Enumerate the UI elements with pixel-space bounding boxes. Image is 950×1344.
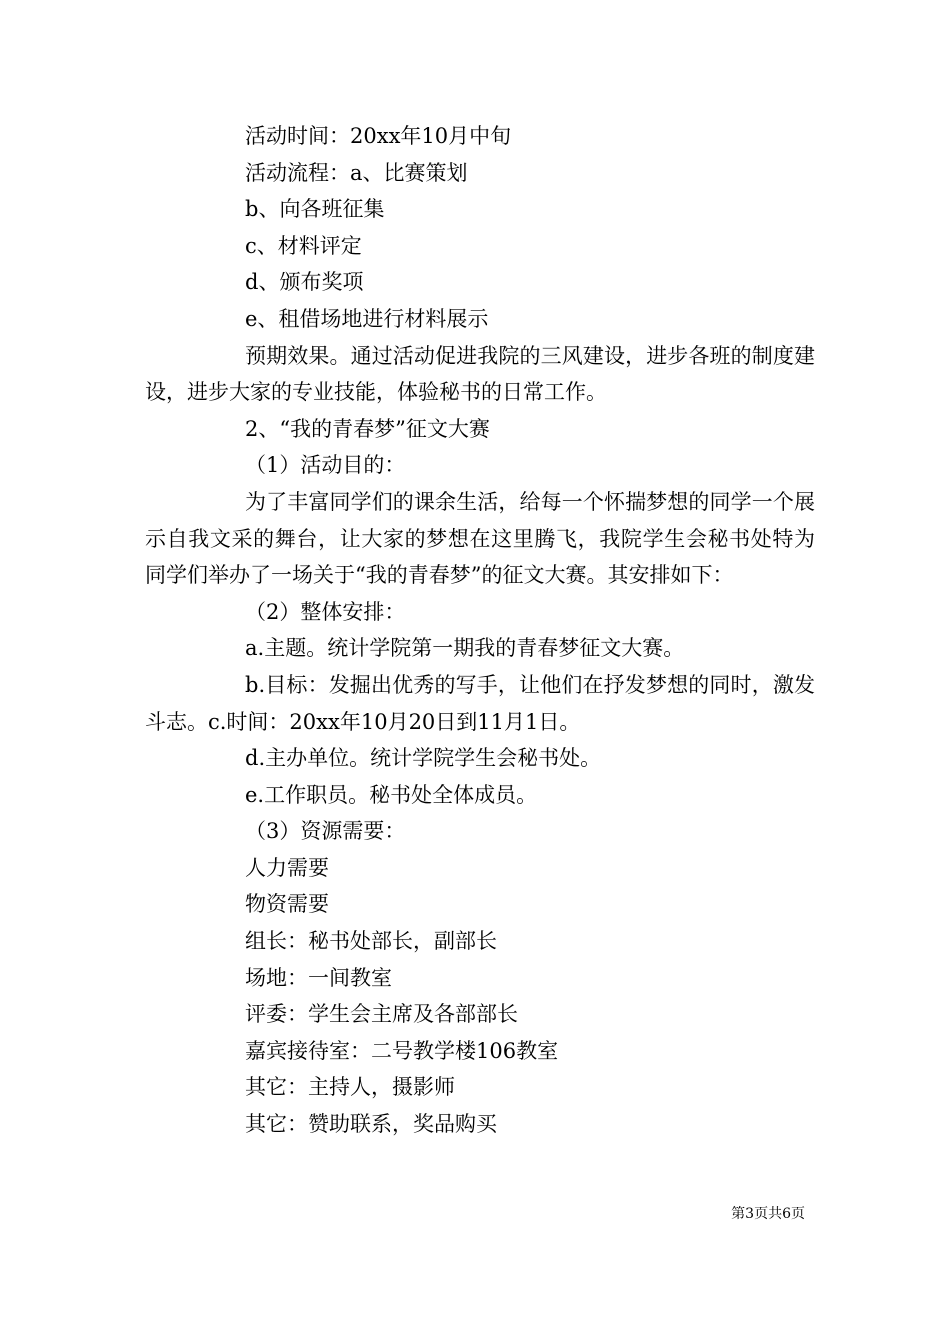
paragraph-material-needs: 物资需要 [245,892,329,917]
paragraph-step-e: e、租借场地进行材料展示 [245,306,489,331]
paragraph-other-host: 其它：主持人，摄影师 [245,1075,455,1100]
paragraph-staff: e.工作职员。秘书处全体成员。 [245,782,538,807]
paragraph-expected-effect: 预期效果。通过活动促进我院的三风建设，进步各班的制度建设，进步大家的专业技能，体验秘书的日常工作。 [145,343,815,405]
paragraph-judges: 评委：学生会主席及各部部长 [245,1002,518,1027]
paragraph-team-leader: 组长：秘书处部长，副部长 [245,929,497,954]
paragraph-venue: 场地：一间教室 [245,965,392,990]
paragraph-organizer: d.主办单位。统计学院学生会秘书处。 [245,746,602,771]
section-heading-essay-contest: 2、“我的青春梦”征文大赛 [245,416,490,441]
page-number-footer: 第3页共6页 [731,1206,805,1222]
paragraph-step-b: b、向各班征集 [245,197,385,222]
paragraph-guest-room: 嘉宾接待室：二号教学楼106教室 [245,1038,559,1063]
paragraph-activity-time: 活动时间：20xx年10月中旬 [245,124,512,148]
document-body [145,118,815,1143]
paragraph-step-d: d、颁布奖项 [245,270,364,295]
subheading-overall-arrangement: （2）整体安排： [245,599,406,624]
paragraph-activity-process: 活动流程：a、比赛策划 [245,160,468,185]
paragraph-purpose-body: 为了丰富同学们的课余生活，给每一个怀揣梦想的同学一个展示自我文采的舞台，让大家的梦想在这里腾飞，我院学生会秘书处特为同学们举办了一场关于“我的青春梦”的征文大赛。其安排如下： [145,489,815,588]
subheading-resource-needs: （3）资源需要： [245,819,406,844]
subheading-activity-purpose: （1）活动目的： [245,453,406,478]
paragraph-goal-and-time: b.目标：发掘出优秀的写手，让他们在抒发梦想的同时，激发斗志。c.时间：20xx年10月20日到11月1日。 [145,672,815,734]
paragraph-manpower-needs: 人力需要 [245,855,329,880]
paragraph-theme: a.主题。统计学院第一期我的青春梦征文大赛。 [245,636,685,661]
paragraph-step-c: c、材料评定 [245,233,362,258]
paragraph-other-sponsor: 其它：赞助联系，奖品购买 [245,1112,497,1137]
